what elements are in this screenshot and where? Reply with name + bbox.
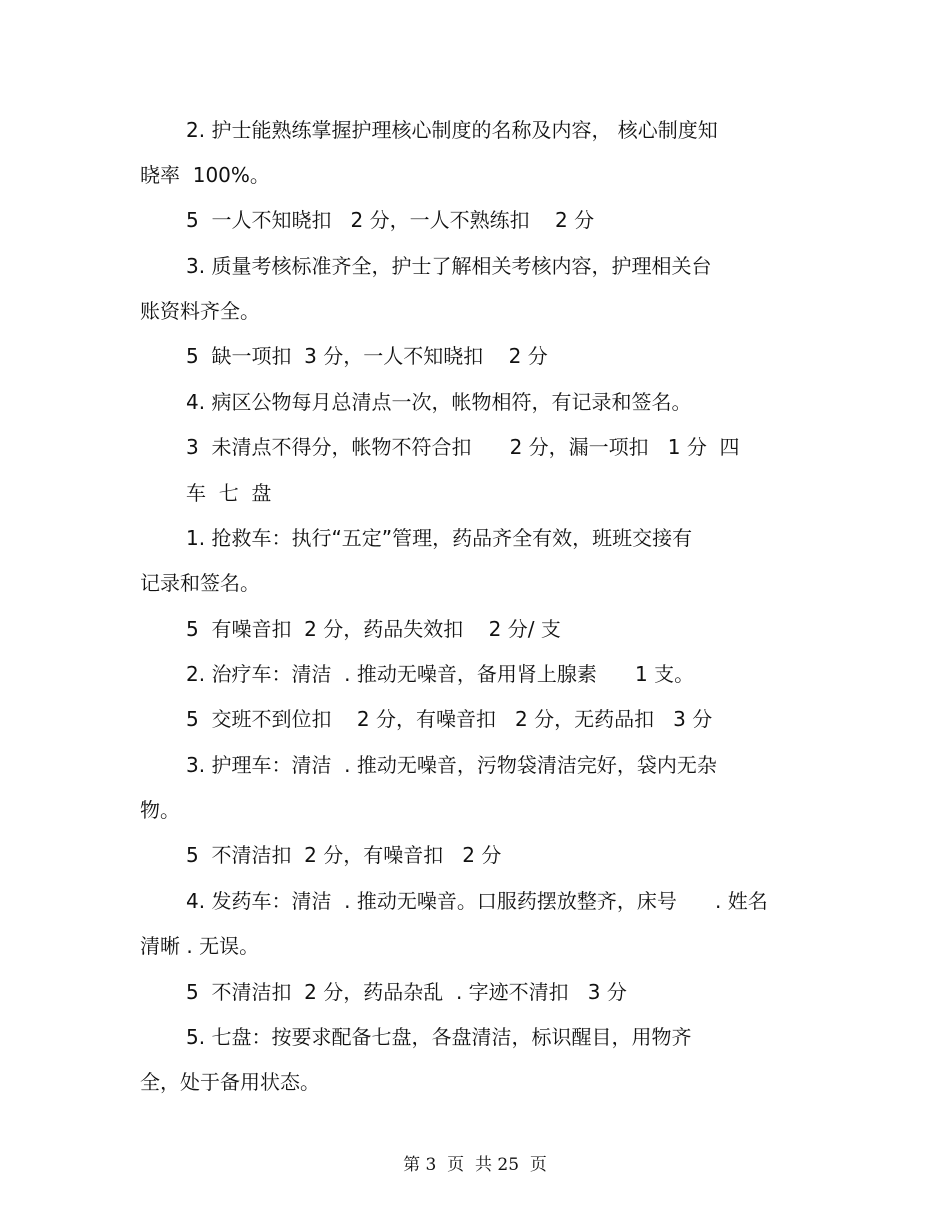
- text-line: 记录和签名。: [140, 571, 260, 595]
- text-line: 账资料齐全。: [140, 299, 260, 323]
- text-line: 5 一人不知晓扣 2 分，一人不熟练扣 2 分: [186, 208, 595, 232]
- text-line: 2. 治疗车：清洁 . 推动无噪音，备用肾上腺素 1 支。: [186, 662, 695, 686]
- text-line: 5 不清洁扣 2 分，有噪音扣 2 分: [186, 843, 502, 867]
- text-line: 5. 七盘：按要求配备七盘，各盘清洁，标识醒目，用物齐: [186, 1025, 692, 1049]
- text-line: 物。: [140, 798, 180, 822]
- text-line: 1. 抢救车：执行“五定”管理，药品齐全有效，班班交接有: [186, 526, 693, 550]
- text-line: 4. 发药车：清洁 . 推动无噪音。口服药摆放整齐，床号 . 姓名: [186, 889, 768, 913]
- text-line: 5 有噪音扣 2 分，药品失效扣 2 分/ 支: [186, 617, 561, 641]
- text-line: 4. 病区公物每月总清点一次，帐物相符，有记录和签名。: [186, 390, 692, 414]
- text-line: 3. 护理车：清洁 . 推动无噪音，污物袋清洁完好，袋内无杂: [186, 753, 717, 777]
- section-heading: 车 七 盘: [186, 481, 272, 505]
- text-line: 晓率 100%。: [140, 163, 270, 187]
- text-line: 全，处于备用状态。: [140, 1070, 320, 1094]
- page-number-footer: 第 3 页 共 25 页: [403, 1155, 547, 1175]
- text-line: 2. 护士能熟练掌握护理核心制度的名称及内容， 核心制度知: [186, 118, 718, 142]
- text-line: 5 交班不到位扣 2 分，有噪音扣 2 分，无药品扣 3 分: [186, 707, 713, 731]
- text-line: 5 不清洁扣 2 分，药品杂乱 . 字迹不清扣 3 分: [186, 980, 627, 1004]
- text-line: 清晰 . 无误。: [140, 934, 260, 958]
- text-line: 3. 质量考核标准齐全，护士了解相关考核内容，护理相关台: [186, 254, 712, 278]
- text-line: 5 缺一项扣 3 分，一人不知晓扣 2 分: [186, 344, 548, 368]
- text-line: 3 未清点不得分，帐物不符合扣 2 分，漏一项扣 1 分 四: [186, 435, 740, 459]
